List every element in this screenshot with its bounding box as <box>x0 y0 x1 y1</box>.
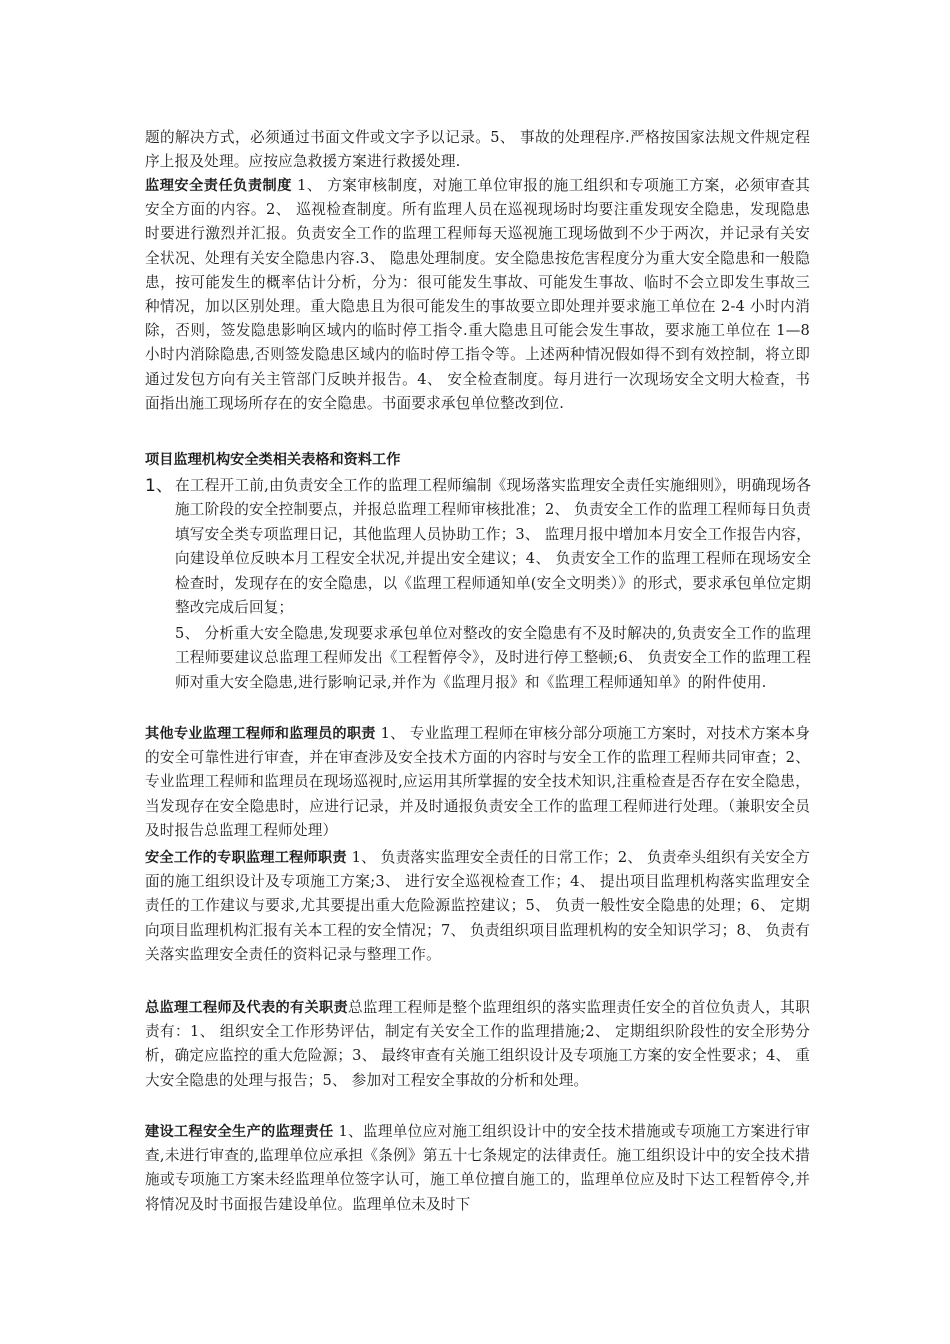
paragraph-construction-safety-supervision <box>145 1120 810 1217</box>
paragraph-chief-engineer-duties <box>145 996 810 1093</box>
section-title: 总监理工程师及代表的有关职责 <box>145 1000 349 1016</box>
section-title: 安全工作的专职监理工程师职责 <box>145 850 347 866</box>
list-text: 在工程开工前,由负责安全工作的监理工程师编制《现场落实监理安全责任实施细则》，明确现场各施工阶段的安全控制要点，并报总监理工程师审核批准；2、 负责安全工作的监理工程师每日负责填写安全类专项监理日记，其他监理人员协助工作；3、 监理月报中增加本月安全工作报告内容，向建设单位反映本月工程安全状况,并提出安全建议；4、 负责安全工作的监理工程师在现场安全检查时，发现存在的安全隐患，以《监理工程师通知单(安全文明类）》的形式，要求承包单位定期整改完成后回复； <box>175 477 811 617</box>
paragraph-text: 1、 专业监理工程师在审核分部分项施工方案时，对技术方案本身的安全可靠性进行审查，并在审查涉及安全技术方面的内容时与安全工作的监理工程师共同审查；2、 专业监理工程师和监理员在现场巡视时,应运用其所掌握的安全技术知识,注重检查是否存在安全隐患，当发现存在安全隐患时，应进行记录，并及时通报负责安全工作的监理工程师进行处理。（兼职安全员及时报告总监理工程师处理） <box>145 725 811 839</box>
paragraph-text: 1、 方案审核制度，对施工单位审报的施工组织和专项施工方案，必须审查其安全方面的内容。2、 巡视检查制度。所有监理人员在巡视现场时均要注重发现安全隐患，发现隐患时要进行激烈并汇报。负责安全工作的监理工程师每天巡视施工现场做到不少于两次，并记录有关安全状况、处理有关安全隐患内容.3、 隐患处理制度。安全隐患按危害程度分为重大安全隐患和一般隐患，按可能发生的概率估计分析，分为：很可能发生事故、可能发生事故、临时不会立即发生事故三种情况，加以区别处理。重大隐患且为很可能发生的事故要立即处理并要求施工单位在 2-4 小时内消除，否则，签发隐患影响区域内的临时停工指令.重大隐患且可能会发生事故，要求施工单位在 1—8 小时内消除隐患,否则签发隐患区域内的临时停工指令等。上述两种情况假如得不到有效控制，将立即通过发包方向有关主管部门反映并报告。4、 安全检查制度。每月进行一次现场安全文明大检查，书面指出施工现场所存在的安全隐患。书面要求承包单位整改到位. <box>145 177 810 412</box>
paragraph-safety-engineer-duties <box>145 846 810 967</box>
paragraph-supervision-responsibility-system <box>145 174 810 416</box>
section-title: 建设工程安全生产的监理责任 <box>145 1124 334 1140</box>
paragraph-text: 1、 负责落实监理安全责任的日常工作；2、 负责牵头组织有关安全方面的施工组织设计及专项施工方案;3、 进行安全巡视检查工作；4、 提出项目监理机构落实监理安全责任的工作建议与要求,尤其要提出重大危险源监控建议；5、 负责一般性安全隐患的处理；6、 定期向项目监理机构汇报有关本工程的安全情况；7、 负责组织项目监理机构的安全知识学习；8、 负责有关落实监理安全责任的资料记录与整理工作。 <box>145 849 810 963</box>
paragraph-text: 总监理工程师是整个监理组织的落实监理责任安全的首位负责人，其职责有：1、 组织安全工作形势评估，制定有关安全工作的监理措施;2、 定期组织阶段性的安全形势分析，确定应监控的重大危险源；3、 最终审查有关施工组织设计及专项施工方案的安全性要求；4、 重大安全隐患的处理与报告；5、 参加对工程安全事故的分析和处理。 <box>145 999 811 1089</box>
paragraph-text: 1、监理单位应对施工组织设计中的安全技术措施或专项施工方案进行审查,未进行审查的,监理单位应承担《条例》第五十七条规定的法律责任。施工组织设计中的安全技术措施或专项施工方案未经监理单位签字认可，施工单位擅自施工的，监理单位应及时下达工程暂停令,并将情况及时书面报告建设单位。监理单位未及时下 <box>145 1123 810 1213</box>
section-title: 监理安全责任负责制度 <box>145 178 292 194</box>
paragraph-accident-handling <box>145 126 810 174</box>
list-text-continued: 5、 分析重大安全隐患,发现要求承包单位对整改的安全隐患有不及时解决的,负责安全工作的监理工程师要建议总监理工程师发出《工程暂停令》，及时进行停工整顿;6、 负责安全工作的监理工程师对重大安全隐患,进行影响记录,并作为《监理月报》和《监理工程师通知单》的附件使用. <box>175 625 811 691</box>
paragraph-other-engineers-duties <box>145 722 810 843</box>
section-title: 其他专业监理工程师和监理员的职责 <box>145 726 376 742</box>
section-heading-forms-and-records: 项目监理机构安全类相关表格和资料工作 <box>145 452 401 468</box>
paragraph-text: 题的解决方式，必须通过书面文件或文字予以记录。5、 事故的处理程序.严格按国家法规文件规定程序上报及处理。应按应急救援方案进行救援处理. <box>145 129 810 171</box>
list-number: 1、 <box>145 476 173 496</box>
